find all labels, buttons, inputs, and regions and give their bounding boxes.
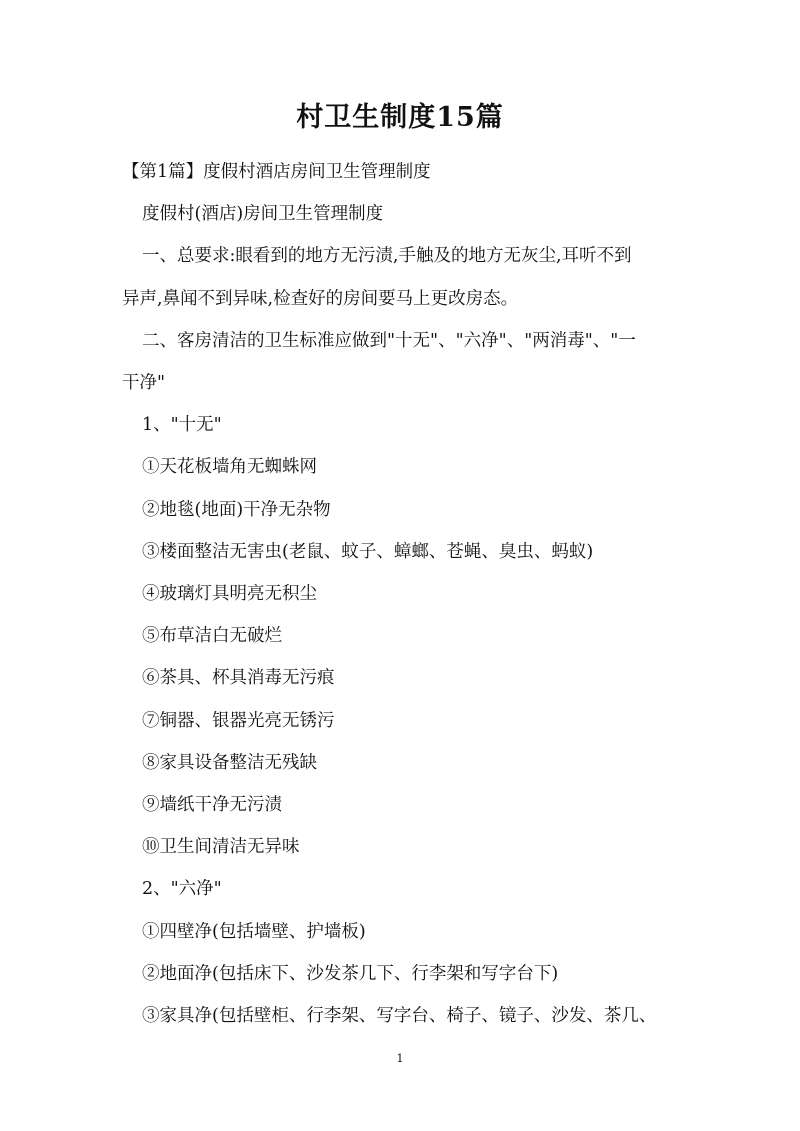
list-item: ②地面净(包括床下、沙发茶几下、行李架和写字台下) <box>142 963 559 984</box>
list-item: ③家具净(包括壁柜、行李架、写字台、椅子、镜子、沙发、茶几、 <box>142 1006 657 1027</box>
list-item: ⑨墙纸干净无污渍 <box>142 795 282 816</box>
list-item: ③楼面整洁无害虫(老鼠、蚊子、蟑螂、苍蝇、臭虫、蚂蚁) <box>142 541 594 562</box>
paragraph: 一、总要求:眼看到的地方无污渍,手触及的地方无灰尘,耳听不到 <box>142 246 632 267</box>
document-body <box>122 151 682 1037</box>
paragraph: 二、客房清洁的卫生标准应做到"十无"、"六净"、"两消毒"、"一 <box>142 330 636 351</box>
list-item: ⑥茶具、杯具消毒无污痕 <box>142 668 335 689</box>
list-item: ⑤布草洁白无破烂 <box>142 626 282 647</box>
paragraph-heading: 【第1篇】度假村酒店房间卫生管理制度 <box>122 162 431 182</box>
list-heading: 2、"六净" <box>142 879 222 900</box>
list-item: ⑦铜器、银器光亮无锈污 <box>142 710 335 731</box>
page-title: 村卫生制度15篇 <box>296 102 504 133</box>
list-heading: 1、"十无" <box>142 415 222 436</box>
page-number: 1 <box>396 1052 404 1065</box>
paragraph: 干净" <box>122 373 166 394</box>
list-item: ④玻璃灯具明亮无积尘 <box>142 584 317 605</box>
paragraph: 异声,鼻闻不到异味,检查好的房间要马上更改房态。 <box>122 288 519 309</box>
list-item: ①天花板墙角无蜘蛛网 <box>142 457 317 478</box>
list-item: ①四壁净(包括墙壁、护墙板) <box>142 921 366 942</box>
list-item: ⑧家具设备整洁无残缺 <box>142 752 317 773</box>
list-item: ②地毯(地面)干净无杂物 <box>142 499 331 520</box>
paragraph: 度假村(酒店)房间卫生管理制度 <box>142 204 384 225</box>
list-item: ⑩卫生间清洁无异味 <box>142 837 300 858</box>
